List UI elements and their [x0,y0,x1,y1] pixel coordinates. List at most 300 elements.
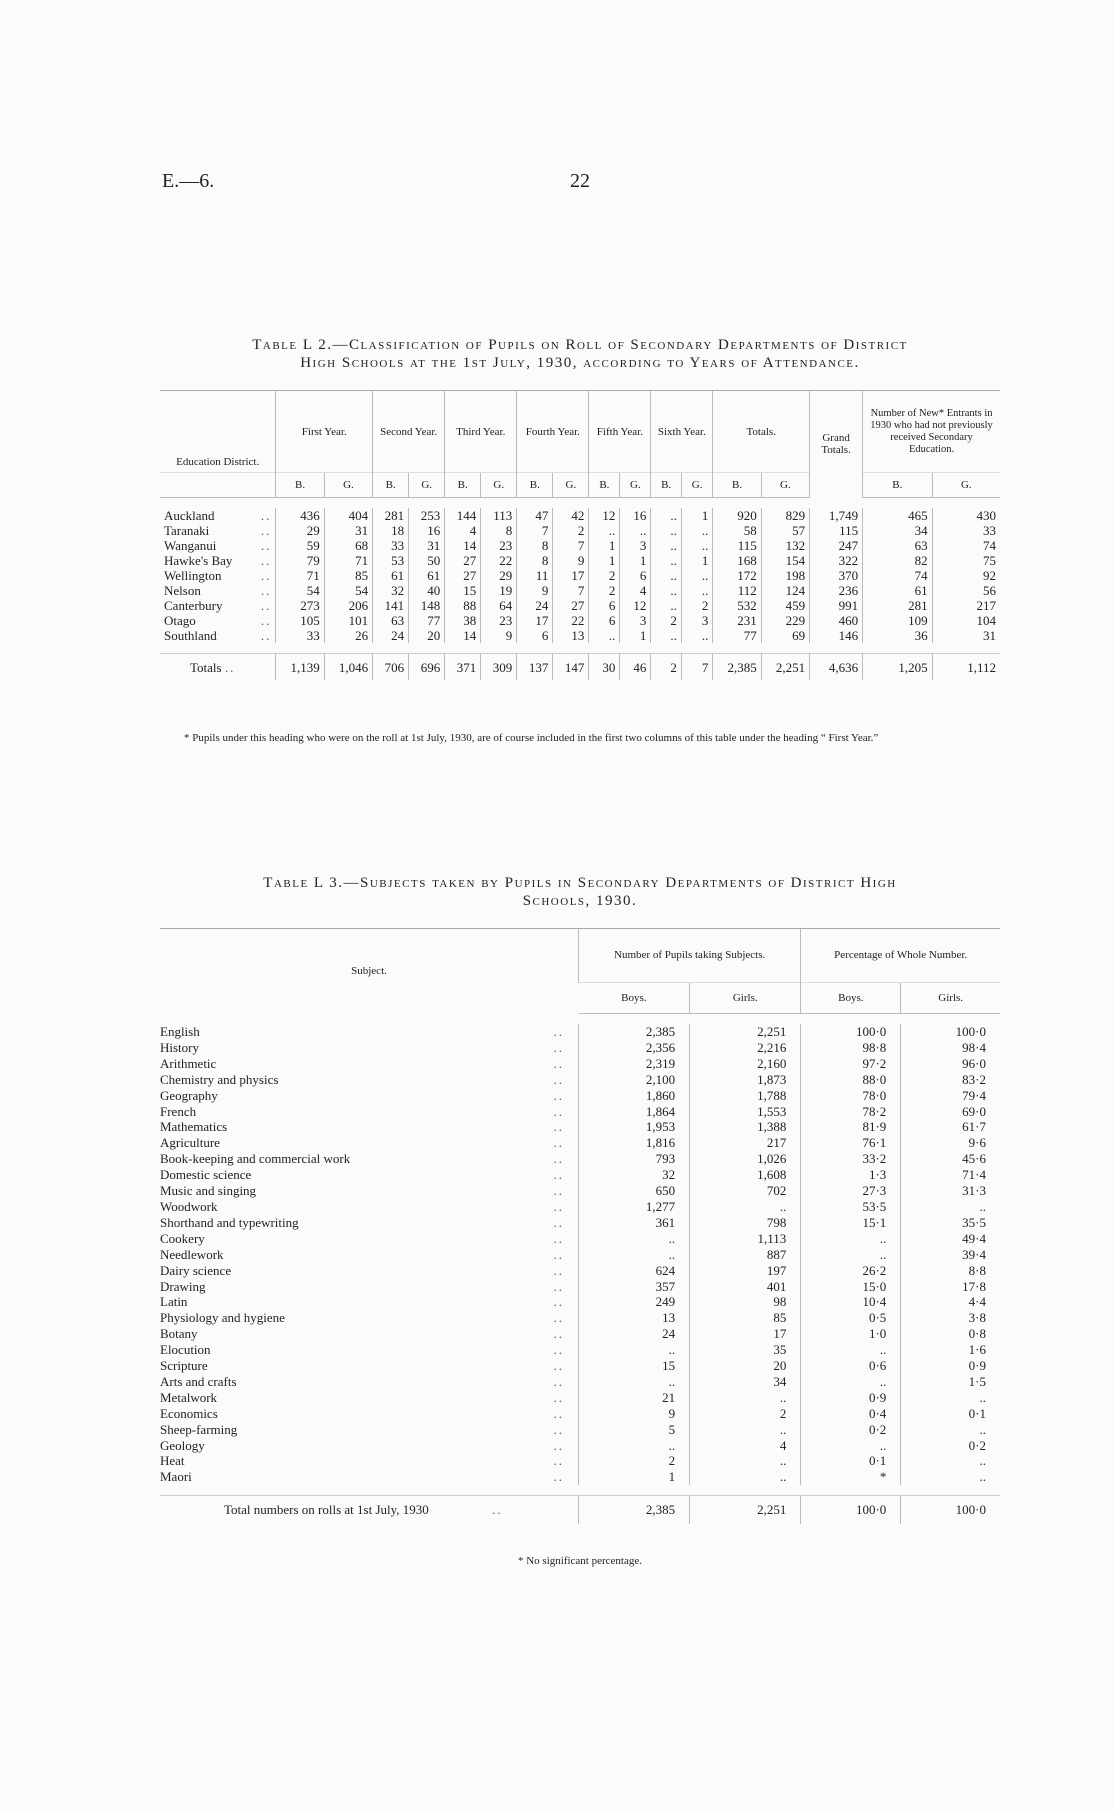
table-cell: 1 [589,553,620,568]
table-cell: 56 [932,583,1000,598]
table-cell: 63 [863,538,933,553]
table-cell: 1 [620,553,651,568]
table-cell: 21 [579,1390,690,1406]
table-row [160,1422,1000,1438]
table-cell: 31·3 [901,1183,1000,1199]
total-cell: 1,112 [932,654,1000,681]
table-cell: 85 [690,1310,801,1326]
table-cell: 3 [620,538,651,553]
table-cell: .. [801,1342,901,1358]
district-name: Otago .. [164,613,272,628]
table-l2-body [160,498,1000,654]
table-cell: 14 [445,538,481,553]
table-cell: 92 [932,568,1000,583]
table-cell: 34 [690,1374,801,1390]
table-cell: 45·6 [901,1151,1000,1167]
table-cell: 17 [690,1326,801,1342]
col-sixth-year: Sixth Year. [651,391,713,473]
table-cell: 77 [409,613,445,628]
table-cell: 61 [863,583,933,598]
subject-name: Geology .. [160,1437,564,1453]
subject-name: Woodwork .. [160,1198,564,1214]
district-name: Hawke's Bay .. [164,553,272,568]
col-third-year: Third Year. [445,391,517,473]
table-cell: 69 [761,628,809,643]
table-row [160,1358,1000,1374]
total-cell: 2,385 [579,1496,690,1525]
table-cell: 231 [713,613,761,628]
table-cell: .. [651,583,682,598]
table-cell: .. [579,1342,690,1358]
table-l2-title [160,336,1000,372]
table-cell: 460 [810,613,863,628]
table-cell: 49·4 [901,1231,1000,1247]
table-cell: 920 [713,508,761,523]
table-cell: .. [651,628,682,643]
table-cell: 253 [409,508,445,523]
table-cell: 85 [324,568,372,583]
b-label: B. [276,473,324,498]
table-cell: 624 [579,1263,690,1279]
table-cell: 17·8 [901,1279,1000,1295]
subject-name: Botany .. [160,1326,564,1342]
table-cell: 2,385 [579,1024,690,1040]
table-l3-title-line1: Table L 3.—Subjects taken by Pupils in Secondary Departments of District High [263,875,897,891]
table-cell: 4 [445,523,481,538]
table-row [160,1342,1000,1358]
total-cell: 2,251 [690,1496,801,1525]
table-cell: 10·4 [801,1294,901,1310]
table-cell: 370 [810,568,863,583]
table-cell: 798 [690,1215,801,1231]
table-cell: 11 [517,568,553,583]
total-cell: 1,139 [276,654,324,681]
page-number: 22 [570,170,590,192]
table-row [160,1469,1000,1485]
col-grand-totals: Grand Totals. [810,391,863,498]
table-cell: 281 [373,508,409,523]
table-cell: 357 [579,1279,690,1295]
table-cell: .. [681,628,712,643]
table-cell: 15·1 [801,1215,901,1231]
table-cell: 32 [373,583,409,598]
table-cell: 81·9 [801,1119,901,1135]
subject-name: Mathematics .. [160,1119,564,1135]
table-row [160,1406,1000,1422]
table-cell: .. [681,523,712,538]
table-cell: 113 [481,508,517,523]
table-cell: 71 [324,553,372,568]
table-cell: 430 [932,508,1000,523]
table-cell: 0·1 [801,1453,901,1469]
table-cell: 2,100 [579,1072,690,1088]
table-cell: 144 [445,508,481,523]
total-cell: 309 [481,654,517,681]
document-reference: E.—6. [162,170,215,192]
table-cell: 54 [276,583,324,598]
table-cell: 322 [810,553,863,568]
table-cell: 4 [620,583,651,598]
district-name: Taranaki .. [164,523,272,538]
table-cell: 273 [276,598,324,613]
table-l3-title-line2: Schools, 1930. [522,893,638,909]
subject-name: Latin .. [160,1294,564,1310]
total-cell: 147 [553,654,589,681]
table-cell: 101 [324,613,372,628]
table-cell: 78·0 [801,1088,901,1104]
table-row [160,1374,1000,1390]
table-cell: 53 [373,553,409,568]
table-cell: 4·4 [901,1294,1000,1310]
table-cell: 29 [481,568,517,583]
table-cell: 6 [620,568,651,583]
table-cell: 1·6 [901,1342,1000,1358]
table-row [160,1024,1000,1040]
subject-name: Scripture .. [160,1358,564,1374]
table-cell: 19 [481,583,517,598]
table-cell: .. [901,1422,1000,1438]
district-name: Southland .. [164,628,272,643]
table-cell: 2 [553,523,589,538]
subject-name: Cookery .. [160,1230,564,1246]
table-cell: 16 [409,523,445,538]
g-label: G. [553,473,589,498]
table-cell: 3 [620,613,651,628]
table-row [160,553,1000,568]
table-cell: 1,608 [690,1167,801,1183]
table-row [160,523,1000,538]
boys-label: Boys. [579,983,690,1014]
table-cell: 26·2 [801,1263,901,1279]
table-cell: 13 [553,628,589,643]
subject-name: Agriculture .. [160,1135,564,1151]
table-cell: .. [651,553,682,568]
table-cell: 198 [761,568,809,583]
table-cell: 0·2 [901,1438,1000,1454]
total-cell: 2 [651,654,682,681]
table-row [160,1390,1000,1406]
table-cell: 74 [932,538,1000,553]
table-cell: .. [901,1453,1000,1469]
table-cell: 34 [863,523,933,538]
total-cell: 7 [681,654,712,681]
g-label: G. [761,473,809,498]
table-row [160,568,1000,583]
table-row [160,1438,1000,1454]
table-cell: .. [801,1374,901,1390]
table-row [160,1326,1000,1342]
table-cell: 16 [620,508,651,523]
table-cell: 1,277 [579,1199,690,1215]
table-cell: 1 [681,553,712,568]
table-row [160,538,1000,553]
table-cell: 1,873 [690,1072,801,1088]
district-name: Canterbury .. [164,598,272,613]
b-label: B. [863,473,933,498]
table-cell: 6 [589,613,620,628]
table-cell: .. [579,1374,690,1390]
subject-name: Needlework .. [160,1246,564,1262]
table-cell: 9·6 [901,1135,1000,1151]
table-cell: 1,113 [690,1231,801,1247]
b-label: B. [517,473,553,498]
table-cell: 20 [409,628,445,643]
table-l2 [160,390,1000,680]
table-cell: 1,388 [690,1119,801,1135]
table-cell: 2 [651,613,682,628]
table-cell: 1,860 [579,1088,690,1104]
table-cell: 532 [713,598,761,613]
table-cell: .. [620,523,651,538]
table-cell: 79·4 [901,1088,1000,1104]
table-row [160,613,1000,628]
table-cell: .. [589,628,620,643]
table-l3-total-row [160,1496,1000,1525]
table-row [160,1104,1000,1120]
table-cell: 109 [863,613,933,628]
table-cell: 148 [409,598,445,613]
table-cell: 53·5 [801,1199,901,1215]
table-cell: 9 [553,553,589,568]
table-cell: 146 [810,628,863,643]
table-cell: 1,553 [690,1104,801,1120]
col-fourth-year: Fourth Year. [517,391,589,473]
table-cell: 8 [517,538,553,553]
total-cell: 100·0 [901,1496,1000,1525]
table-cell: 33·2 [801,1151,901,1167]
district-name: Auckland .. [164,508,272,523]
table-cell: 15·0 [801,1279,901,1295]
table-row [160,1072,1000,1088]
girls-label: Girls. [901,983,1000,1014]
table-row [160,1247,1000,1263]
table-cell: 12 [620,598,651,613]
subject-name: Sheep-farming .. [160,1421,564,1437]
table-cell: 22 [481,553,517,568]
subject-name: Economics .. [160,1405,564,1421]
table-cell: 5 [579,1422,690,1438]
table-cell: 404 [324,508,372,523]
table-cell: .. [651,523,682,538]
table-cell: 2,319 [579,1056,690,1072]
total-cell: 696 [409,654,445,681]
table-cell: 88·0 [801,1072,901,1088]
table-cell: 0·1 [901,1406,1000,1422]
table-cell: 100·0 [801,1024,901,1040]
table-cell: .. [681,568,712,583]
table-l2-sex-header [160,473,1000,498]
table-cell: .. [651,568,682,583]
table-cell: 13 [579,1310,690,1326]
table-cell: 7 [553,538,589,553]
col-second-year: Second Year. [373,391,445,473]
table-cell: 1 [681,508,712,523]
table-row [160,1310,1000,1326]
table-cell: 54 [324,583,372,598]
table-cell: 50 [409,553,445,568]
subject-name: Geography .. [160,1087,564,1103]
subject-name: Arts and crafts .. [160,1373,564,1389]
table-row [160,628,1000,643]
table-cell: 105 [276,613,324,628]
table-cell: 26 [324,628,372,643]
table-cell: 20 [690,1358,801,1374]
table-cell: 1,864 [579,1104,690,1120]
table-cell: 98 [690,1294,801,1310]
table-cell: 27 [553,598,589,613]
table-cell: 8·8 [901,1263,1000,1279]
table-cell: .. [690,1422,801,1438]
table-row [160,1183,1000,1199]
total-cell: 2,385 [713,654,761,681]
district-name: Nelson .. [164,583,272,598]
table-l3 [160,928,1000,1524]
table-cell: 42 [553,508,589,523]
table-cell: 2,160 [690,1056,801,1072]
col-education-district: Education District. [160,391,276,473]
table-cell: 1,816 [579,1135,690,1151]
table-cell: 98·8 [801,1040,901,1056]
table-row [160,508,1000,523]
total-cell: 2,251 [761,654,809,681]
table-cell: 465 [863,508,933,523]
total-cell: 371 [445,654,481,681]
table-cell: 793 [579,1151,690,1167]
col-first-year: First Year. [276,391,373,473]
table-cell: 247 [810,538,863,553]
table-cell: 236 [810,583,863,598]
table-row [160,1215,1000,1231]
table-cell: .. [801,1247,901,1263]
table-cell: 217 [690,1135,801,1151]
table-cell: 436 [276,508,324,523]
table-row [160,1056,1000,1072]
table-row [160,1167,1000,1183]
table-cell: .. [651,508,682,523]
table-cell: 77 [713,628,761,643]
table-row [160,1040,1000,1056]
total-cell: 1,205 [863,654,933,681]
table-cell: 141 [373,598,409,613]
table-cell: 8 [481,523,517,538]
table-cell: 2 [589,583,620,598]
table-cell: 24 [373,628,409,643]
table-cell: 18 [373,523,409,538]
table-cell: .. [690,1199,801,1215]
table-cell: 1 [589,538,620,553]
table-cell: 132 [761,538,809,553]
total-cell: 46 [620,654,651,681]
b-label: B. [651,473,682,498]
table-cell: 217 [932,598,1000,613]
total-cell: 100·0 [801,1496,901,1525]
subject-name: Physiology and hygiene .. [160,1310,564,1326]
table-cell: 650 [579,1183,690,1199]
total-cell: 4,636 [810,654,863,681]
total-cell: 706 [373,654,409,681]
table-cell: 61 [409,568,445,583]
b-label: B. [589,473,620,498]
table-cell: 24 [579,1326,690,1342]
g-label: G. [481,473,517,498]
table-cell: 32 [579,1167,690,1183]
table-row [160,1088,1000,1104]
table-cell: 27·3 [801,1183,901,1199]
table-cell: 2 [690,1406,801,1422]
subject-name: Metalwork .. [160,1389,564,1405]
col-new-entrants: Number of New* Entrants in 1930 who had not previously received Secondary Education. [863,391,1000,473]
table-cell: 12 [589,508,620,523]
table-cell: 459 [761,598,809,613]
table-l2-totals-row [160,654,1000,681]
table-cell: 69·0 [901,1104,1000,1120]
col-number-of-pupils: Number of Pupils taking Subjects. [579,929,801,983]
table-cell: 361 [579,1215,690,1231]
table-cell: 0·9 [901,1358,1000,1374]
table-cell: 79 [276,553,324,568]
girls-label: Girls. [690,983,801,1014]
table-cell: 98·4 [901,1040,1000,1056]
table-cell: 63 [373,613,409,628]
table-cell: 1,749 [810,508,863,523]
table-row [160,1119,1000,1135]
subject-name: Maori .. [160,1469,564,1485]
table-row [160,598,1000,613]
table-cell: 2,251 [690,1024,801,1040]
table-l2-title-line1: Table L 2.—Classification of Pupils on Roll of Secondary Departments of District [252,337,908,353]
table-cell: .. [579,1247,690,1263]
table-cell: 23 [481,613,517,628]
table-cell: 23 [481,538,517,553]
col-percentage: Percentage of Whole Number. [801,929,1000,983]
table-cell: 9 [579,1406,690,1422]
col-totals: Totals. [713,391,810,473]
table-cell: .. [681,538,712,553]
table-cell: 2 [579,1453,690,1469]
table-cell: .. [801,1438,901,1454]
table-cell: .. [801,1231,901,1247]
table-cell: 2 [681,598,712,613]
table-cell: 31 [932,628,1000,643]
table-cell: 29 [276,523,324,538]
table-cell: 38 [445,613,481,628]
table-cell: 1,026 [690,1151,801,1167]
table-cell: 249 [579,1294,690,1310]
table-cell: 35·5 [901,1215,1000,1231]
table-row [160,1135,1000,1151]
table-cell: .. [579,1438,690,1454]
table-cell: 0·5 [801,1310,901,1326]
table-cell: 112 [713,583,761,598]
table-cell: 27 [445,553,481,568]
table-cell: 1·5 [901,1374,1000,1390]
total-cell: 30 [589,654,620,681]
table-cell: 100·0 [901,1024,1000,1040]
table-cell: 2 [589,568,620,583]
table-cell: 1 [579,1469,690,1485]
district-name: Wellington .. [164,568,272,583]
district-name: Wanganui .. [164,538,272,553]
table-row [160,1199,1000,1215]
b-label: B. [713,473,761,498]
table-cell: 74 [863,568,933,583]
subject-name: French .. [160,1103,564,1119]
g-label: G. [620,473,651,498]
table-cell: 168 [713,553,761,568]
table-cell: 9 [517,583,553,598]
table-cell: 59 [276,538,324,553]
subject-name: Shorthand and typewriting .. [160,1214,564,1230]
